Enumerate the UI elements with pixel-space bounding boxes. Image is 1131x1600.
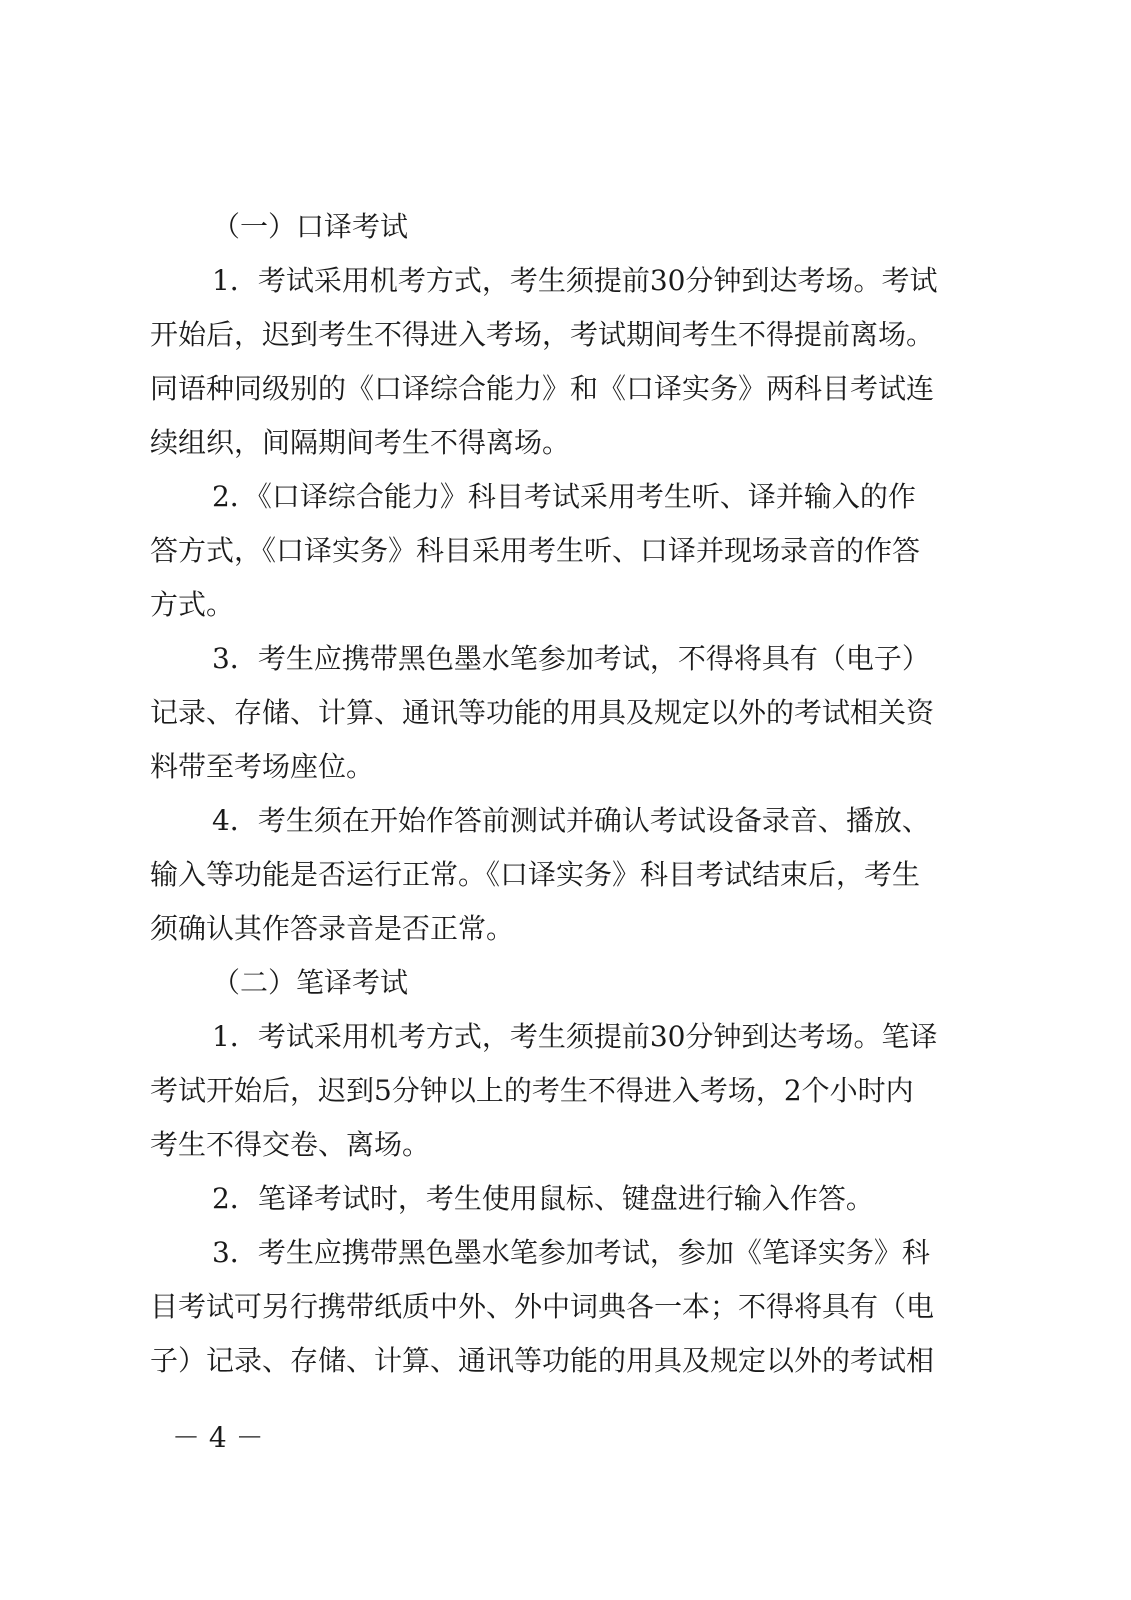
paragraph-line: 子）记录、存储、计算、通讯等功能的用具及规定以外的考试相 <box>150 1344 935 1377</box>
paragraph-line: 续组织，间隔期间考生不得离场。 <box>150 426 571 459</box>
paragraph-line: 3．考生应携带黑色墨水笔参加考试，不得将具有（电子） <box>212 642 930 675</box>
section-heading-interpretation: （一）口译考试 <box>212 210 409 243</box>
paragraph-line: 3．考生应携带黑色墨水笔参加考试，参加《笔译实务》科 <box>212 1236 930 1269</box>
paragraph-line: 考生不得交卷、离场。 <box>150 1128 431 1161</box>
paragraph-line: 同语种同级别的《口译综合能力》和《口译实务》两科目考试连 <box>150 372 935 405</box>
paragraph-line: 料带至考场座位。 <box>150 750 375 783</box>
paragraph-line: 输入等功能是否运行正常。《口译实务》科目考试结束后，考生 <box>150 858 921 891</box>
paragraph-line: 开始后，迟到考生不得进入考场，考试期间考生不得提前离场。 <box>150 318 935 351</box>
paragraph-line: 目考试可另行携带纸质中外、外中词典各一本；不得将具有（电 <box>150 1290 935 1323</box>
paragraph-line: 方式。 <box>150 588 235 621</box>
paragraph-line: 2．笔译考试时，考生使用鼠标、键盘进行输入作答。 <box>212 1182 874 1215</box>
page-number: － 4 － <box>172 1421 264 1454</box>
paragraph-line: 考试开始后，迟到5分钟以上的考生不得进入考场，2个小时内 <box>150 1074 914 1107</box>
paragraph-line: 2．《口译综合能力》科目考试采用考生听、译并输入的作 <box>212 480 916 513</box>
paragraph-line: 1．考试采用机考方式，考生须提前30分钟到达考场。考试 <box>212 264 938 297</box>
paragraph-line: 记录、存储、计算、通讯等功能的用具及规定以外的考试相关资 <box>150 696 935 729</box>
paragraph-line: 答方式，《口译实务》科目采用考生听、口译并现场录音的作答 <box>150 534 921 567</box>
paragraph-line: 须确认其作答录音是否正常。 <box>150 912 515 945</box>
paragraph-line: 1．考试采用机考方式，考生须提前30分钟到达考场。笔译 <box>212 1020 938 1053</box>
document-body <box>150 200 972 1388</box>
section-heading-translation: （二）笔译考试 <box>212 966 409 999</box>
paragraph-line: 4．考生须在开始作答前测试并确认考试设备录音、播放、 <box>212 804 930 837</box>
